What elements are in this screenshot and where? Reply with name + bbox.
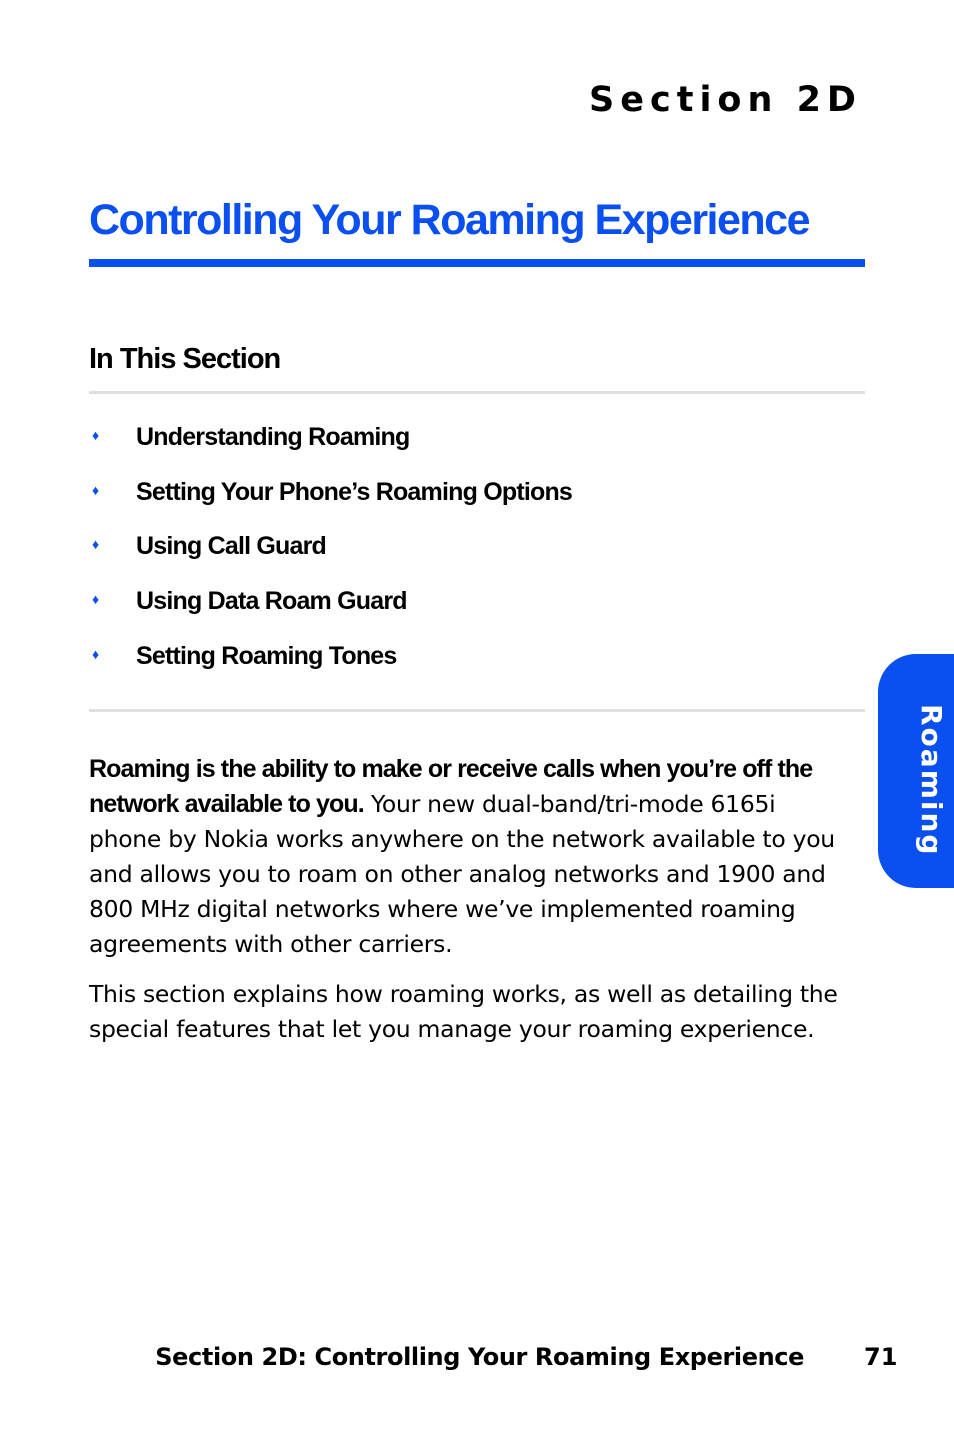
diamond-bullet-icon: ♦ bbox=[92, 645, 100, 662]
footer-title: Section 2D: Controlling Your Roaming Experience bbox=[155, 1343, 804, 1371]
diamond-bullet-icon: ♦ bbox=[92, 591, 100, 608]
second-paragraph: This section explains how roaming works, as well as detailing the special features that let you manage your roaming experience. bbox=[89, 980, 838, 1043]
intro-lead-bold: Roaming is the ability to make or receive calls when you’re off the network available to you. bbox=[89, 755, 813, 818]
diamond-bullet-icon: ♦ bbox=[92, 536, 100, 553]
in-this-section-heading: In This Section bbox=[89, 343, 281, 375]
title-underline bbox=[89, 259, 865, 267]
list-item-label: Understanding Roaming bbox=[136, 423, 410, 451]
intro-paragraph bbox=[89, 752, 849, 962]
section-contents-list bbox=[89, 417, 865, 690]
section-label: Section 2D bbox=[589, 80, 862, 120]
section-divider-bottom bbox=[89, 709, 865, 712]
page-number: 71 bbox=[864, 1343, 898, 1371]
section-divider-top bbox=[89, 391, 865, 394]
page-title: Controlling Your Roaming Experience bbox=[89, 196, 810, 244]
list-item bbox=[89, 636, 865, 691]
list-item-label: Using Call Guard bbox=[136, 532, 327, 561]
list-item-label: Setting Your Phone’s Roaming Options bbox=[136, 477, 573, 506]
diamond-bullet-icon: ♦ bbox=[92, 481, 100, 498]
list-item bbox=[89, 472, 865, 527]
body-text bbox=[89, 752, 849, 1062]
list-item bbox=[89, 526, 865, 581]
list-item-label: Setting Roaming Tones bbox=[136, 641, 397, 670]
chapter-side-tab-label: Roaming bbox=[915, 704, 948, 857]
intro-rest: Your new dual-band/tri-mode 6165i phone by Nokia works anywhere on the network available to you and allows you to roam on other analog networks and 1900 and 800 MHz digital networks where we’ve implemented roaming agreements with other carriers. bbox=[89, 790, 835, 958]
diamond-bullet-icon: ♦ bbox=[92, 427, 100, 443]
list-item bbox=[89, 581, 865, 636]
list-item bbox=[89, 417, 865, 472]
list-item-label: Using Data Roam Guard bbox=[136, 587, 407, 616]
